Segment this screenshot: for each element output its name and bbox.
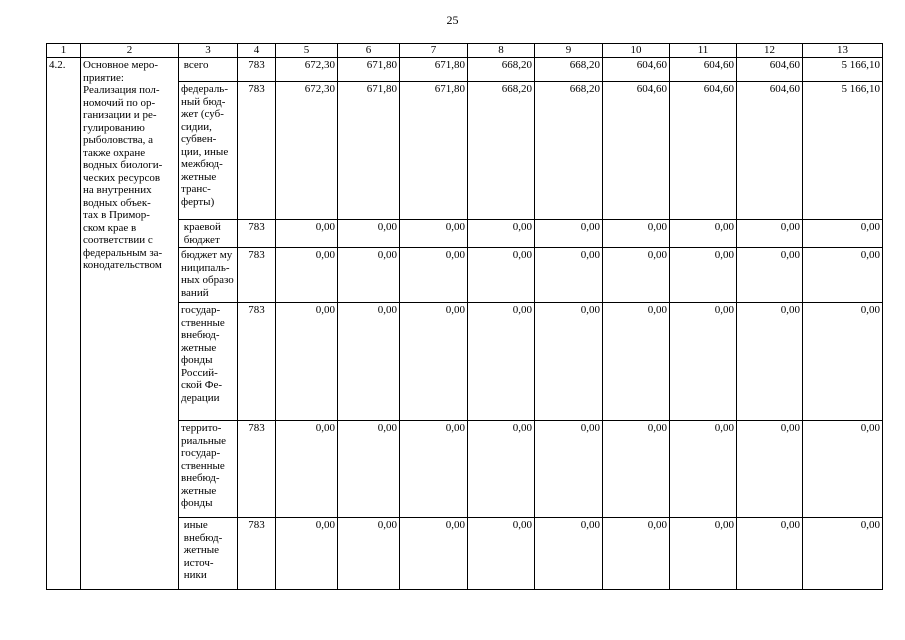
value-cell: 0,00 [400, 220, 468, 248]
value-cell: 0,00 [468, 518, 535, 590]
value-cell: 0,00 [803, 518, 883, 590]
value-cell: 0,00 [603, 518, 670, 590]
table-row [47, 58, 883, 82]
value-cell: 672,30 [276, 58, 338, 82]
value-cell: 0,00 [468, 220, 535, 248]
value-cell: 0,00 [670, 248, 737, 303]
value-cell: 0,00 [535, 421, 603, 518]
value-cell: 604,60 [670, 82, 737, 220]
value-cell: 0,00 [535, 220, 603, 248]
value-cell: 668,20 [468, 82, 535, 220]
value-cell: 0,00 [737, 220, 803, 248]
funding-source: государ- ственные внебюд- жетные фонды Россий- ской Фе- дерации [179, 303, 238, 421]
value-cell: 0,00 [535, 248, 603, 303]
value-cell: 0,00 [468, 421, 535, 518]
page-number: 25 [446, 13, 459, 27]
column-header: 9 [535, 44, 603, 58]
value-cell: 0,00 [670, 303, 737, 421]
value-cell: 5 166,10 [803, 82, 883, 220]
value-cell: 0,00 [468, 303, 535, 421]
funding-source: бюджет му ниципаль- ных образо ваний [179, 248, 238, 303]
value-cell: 0,00 [338, 248, 400, 303]
activity-name: Основное меро- приятие: Реализация пол- номочий по ор- ганизации и ре- гулированию рыболовства, а также охране водных биологи- ческих ресурсов на внутренних водных объек- тах в Примор- ском крае в соответствии с федеральным за- конодательством [81, 58, 179, 590]
value-cell: 0,00 [535, 518, 603, 590]
column-header: 2 [81, 44, 179, 58]
value-cell: 0,00 [276, 248, 338, 303]
column-header: 7 [400, 44, 468, 58]
column-header: 11 [670, 44, 737, 58]
column-header: 13 [803, 44, 883, 58]
column-header: 8 [468, 44, 535, 58]
value-cell: 0,00 [276, 421, 338, 518]
value-cell: 604,60 [603, 82, 670, 220]
budget-table [46, 43, 883, 590]
value-cell: 0,00 [603, 220, 670, 248]
value-cell: 604,60 [737, 58, 803, 82]
value-cell: 671,80 [400, 58, 468, 82]
column-header: 4 [238, 44, 276, 58]
value-cell: 671,80 [338, 58, 400, 82]
row-index: 4.2. [47, 58, 81, 590]
header-row [47, 44, 883, 58]
value-cell: 0,00 [670, 518, 737, 590]
value-cell: 0,00 [338, 518, 400, 590]
value-cell: 672,30 [276, 82, 338, 220]
value-cell: 0,00 [276, 518, 338, 590]
funding-source: иные внебюд- жетные источ- ники [179, 518, 238, 590]
value-cell: 0,00 [603, 248, 670, 303]
funding-source: террито- риальные государ- ственные внебюд- жетные фонды [179, 421, 238, 518]
value-cell: 668,20 [468, 58, 535, 82]
value-cell: 0,00 [737, 518, 803, 590]
value-cell: 5 166,10 [803, 58, 883, 82]
value-cell: 0,00 [338, 303, 400, 421]
code-cell: 783 [238, 303, 276, 421]
value-cell: 0,00 [276, 220, 338, 248]
value-cell: 0,00 [603, 421, 670, 518]
code-cell: 783 [238, 421, 276, 518]
value-cell: 0,00 [603, 303, 670, 421]
value-cell: 0,00 [803, 220, 883, 248]
column-header: 6 [338, 44, 400, 58]
value-cell: 0,00 [535, 303, 603, 421]
value-cell: 0,00 [737, 248, 803, 303]
value-cell: 604,60 [737, 82, 803, 220]
value-cell: 0,00 [803, 303, 883, 421]
value-cell: 0,00 [276, 303, 338, 421]
value-cell: 0,00 [338, 220, 400, 248]
value-cell: 0,00 [737, 303, 803, 421]
value-cell: 0,00 [803, 248, 883, 303]
value-cell: 668,20 [535, 82, 603, 220]
value-cell: 0,00 [400, 518, 468, 590]
value-cell: 671,80 [338, 82, 400, 220]
column-header: 10 [603, 44, 670, 58]
value-cell: 0,00 [803, 421, 883, 518]
value-cell: 0,00 [670, 421, 737, 518]
value-cell: 0,00 [400, 248, 468, 303]
value-cell: 0,00 [400, 421, 468, 518]
code-cell: 783 [238, 82, 276, 220]
value-cell: 0,00 [468, 248, 535, 303]
code-cell: 783 [238, 220, 276, 248]
column-header: 1 [47, 44, 81, 58]
funding-source: краевой бюджет [179, 220, 238, 248]
code-cell: 783 [238, 518, 276, 590]
value-cell: 0,00 [670, 220, 737, 248]
column-header: 5 [276, 44, 338, 58]
column-header: 3 [179, 44, 238, 58]
column-header: 12 [737, 44, 803, 58]
value-cell: 0,00 [400, 303, 468, 421]
value-cell: 668,20 [535, 58, 603, 82]
funding-source: всего [179, 58, 238, 82]
code-cell: 783 [238, 248, 276, 303]
funding-source: федераль- ный бюд- жет (суб- сидии, субвен- ции, иные межбюд- жетные транс- ферты) [179, 82, 238, 220]
value-cell: 0,00 [338, 421, 400, 518]
value-cell: 604,60 [670, 58, 737, 82]
value-cell: 0,00 [737, 421, 803, 518]
value-cell: 604,60 [603, 58, 670, 82]
value-cell: 671,80 [400, 82, 468, 220]
code-cell: 783 [238, 58, 276, 82]
